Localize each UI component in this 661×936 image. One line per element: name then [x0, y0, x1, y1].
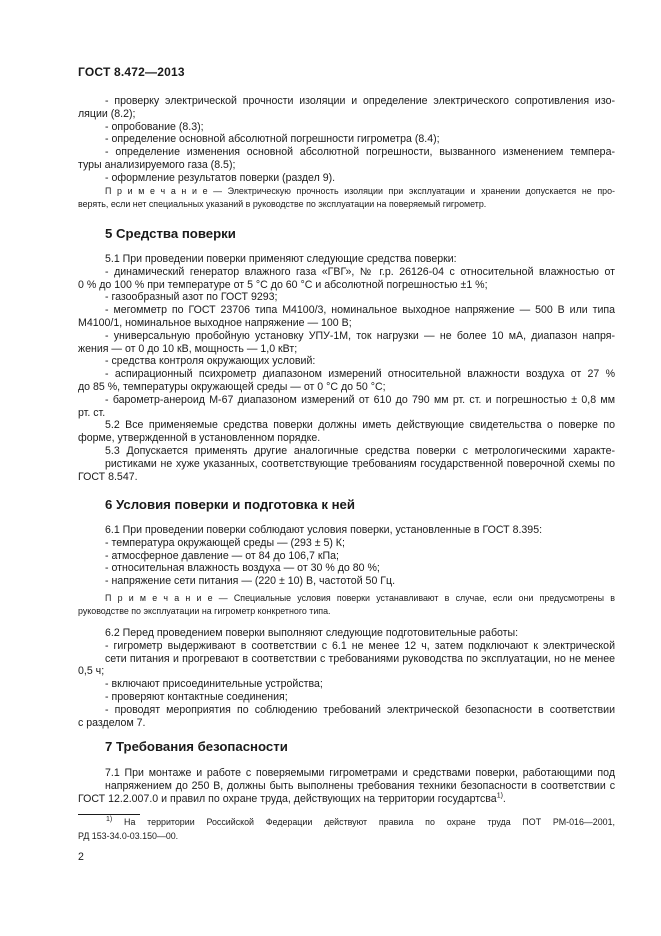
text-line: 5.3 Допускается применять другие аналогичные средства поверки с метрологическими характе- — [105, 444, 615, 457]
text-line: - относительная влажность воздуха — от 30 % до 80 %; — [105, 562, 380, 575]
text-line: - динамический генератор влажного газа «ГВГ», № г.р. 26126-04 с относительной влажностью от — [105, 265, 615, 278]
footnote — [78, 815, 615, 843]
text-line: 7.1 При монтаже и работе с поверяемыми гигрометрами и средствами поверки, работающими под — [105, 767, 615, 779]
text-line: рт. ст. — [78, 406, 106, 419]
section-6-title: 6 Условия поверки и подготовка к ней — [105, 497, 356, 512]
text-line: до 85 %, температуры окружающей среды — от 0 °С до 50 °С; — [78, 380, 386, 393]
footnote-line-2: РД 153-34.0-03.150—00. — [78, 831, 179, 841]
section-6-body-b — [78, 627, 615, 729]
text-span: ГОСТ 12.2.007.0 и правил по охране труда, действующих на территории государтсва — [78, 792, 497, 805]
footnote-ref: 1) — [496, 792, 503, 800]
list-block-top — [78, 95, 615, 185]
text-line: - мегомметр по ГОСТ 23706 типа М4100/3, номинальное выходное напряжение — 500 В или типа — [105, 304, 615, 317]
section-5-title: 5 Средства поверки — [105, 226, 236, 241]
text-line: верять, если нет специальных указаний в руководстве по эксплуатации на поверяемый гигрометр. — [78, 199, 487, 209]
text-line: - проверку электрической прочности изоляции и определение электрического сопротивления изо- — [105, 95, 615, 107]
text-line: руководстве по эксплуатации на гигрометр конкретного типа. — [78, 606, 331, 616]
text-line: - газообразный азот по ГОСТ 9293; — [105, 291, 278, 304]
text-line: П р и м е ч а н и е — Специальные условия поверки устанавливают в случае, если они предусмотрены в — [105, 593, 615, 603]
text-line: - определение основной абсолютной погрешности гигрометра (8.4); — [105, 133, 440, 146]
text-line — [78, 793, 615, 806]
text-line: ляции (8.2); — [78, 107, 136, 120]
text-line: - аспирационный психрометр диапазоном измерений относительной влажности воздуха от 27 % — [105, 368, 615, 381]
text-line: с разделом 7. — [78, 716, 146, 729]
section-6-body-a — [78, 524, 615, 588]
text-line: - атмосферное давление — от 84 до 106,7 кПа; — [105, 549, 339, 562]
text-line: - проверяют контактные соединения; — [105, 690, 288, 703]
footnote-line-1: $^{1)}$ На территории Российской Федерации действуют правила по охране труда ПОТ РМ-016—2001, — [106, 816, 615, 827]
text-line: - включают присоединительные устройства; — [105, 678, 323, 691]
text-line: - средства контроля окружающих условий: — [105, 355, 316, 368]
sentence-end: . — [502, 792, 506, 805]
text-line: ГОСТ 8.547. — [78, 470, 138, 483]
text-line: 5.1 При проведении поверки применяют следующие средства поверки: — [105, 253, 457, 265]
text-line: - температура окружающей среды — (293 ± 5) К; — [105, 536, 345, 549]
text-line: туры анализируемого газа (8.5); — [78, 158, 236, 171]
text-line: - гигрометр выдерживают в соответствии с 6.1 не менее 12 ч, затем подключают к электрической — [105, 639, 615, 652]
note-1 — [78, 185, 615, 211]
text-line: - оформление результатов поверки (раздел 9). — [105, 171, 336, 184]
text-line: - напряжение сети питания — (220 ± 10) В, частотой 50 Гц. — [105, 575, 396, 588]
text-line: П р и м е ч а н и е — Электрическую прочность изоляции при эксплуатации и хранении допускается не про- — [105, 186, 615, 196]
text-line: сети питания и прогревают в соответствии с требованиями руководства по эксплуатации, но не менее — [105, 652, 615, 665]
text-line: М4100/1, номинальное выходное напряжение — 100 В; — [78, 316, 352, 329]
text-line: ристиками не хуже указанных, соответствующие требованиям государственной поверочной схемы по — [105, 457, 615, 470]
section-7-title: 7 Требования безопасности — [105, 739, 288, 754]
text-line: 0,5 ч; — [78, 665, 105, 678]
text-line: - проводят мероприятия по соблюдению требований электрической безопасности в соответствии — [105, 703, 615, 716]
text-line: жения — от 0 до 10 кВ, мощность — 1,0 кВт; — [78, 342, 298, 355]
text-line: 6.2 Перед проведением поверки выполняют следующие подготовительные работы: — [105, 627, 519, 639]
text-line: - определение изменения основной абсолютной погрешности, вызванного изменением темпера- — [105, 146, 615, 159]
text-line: 6.1 При проведении поверки соблюдают условия поверки, установленные в ГОСТ 8.395: — [105, 524, 543, 536]
section-5-body — [78, 253, 615, 483]
section-7-body — [78, 767, 615, 805]
text-line: - универсальную пробойную установку УПУ-1М, ток нагрузки — не более 10 мА, диапазон напря- — [105, 329, 615, 342]
page-number: 2 — [78, 851, 84, 863]
text-line: 5.2 Все применяемые средства поверки должны иметь действующие свидетельства о поверке по — [105, 419, 615, 432]
text-line: - опробование (8.3); — [105, 120, 204, 133]
text-line: напряжением до 250 В, должны быть выполнены требования техники безопасности в соответствии с — [105, 779, 615, 792]
document-header: ГОСТ 8.472—2013 — [78, 65, 185, 79]
text-line: 0 % до 100 % при температуре от 5 °С до 60 °С и абсолютной погрешностью ±1 %; — [78, 278, 488, 291]
note-2 — [78, 592, 615, 618]
text-line: - барометр-анероид М-67 диапазоном измерений от 610 до 790 мм рт. ст. и погрешностью ± 0,8 мм — [105, 393, 615, 406]
text-line: форме, утвержденной в установленном порядке. — [78, 432, 321, 445]
